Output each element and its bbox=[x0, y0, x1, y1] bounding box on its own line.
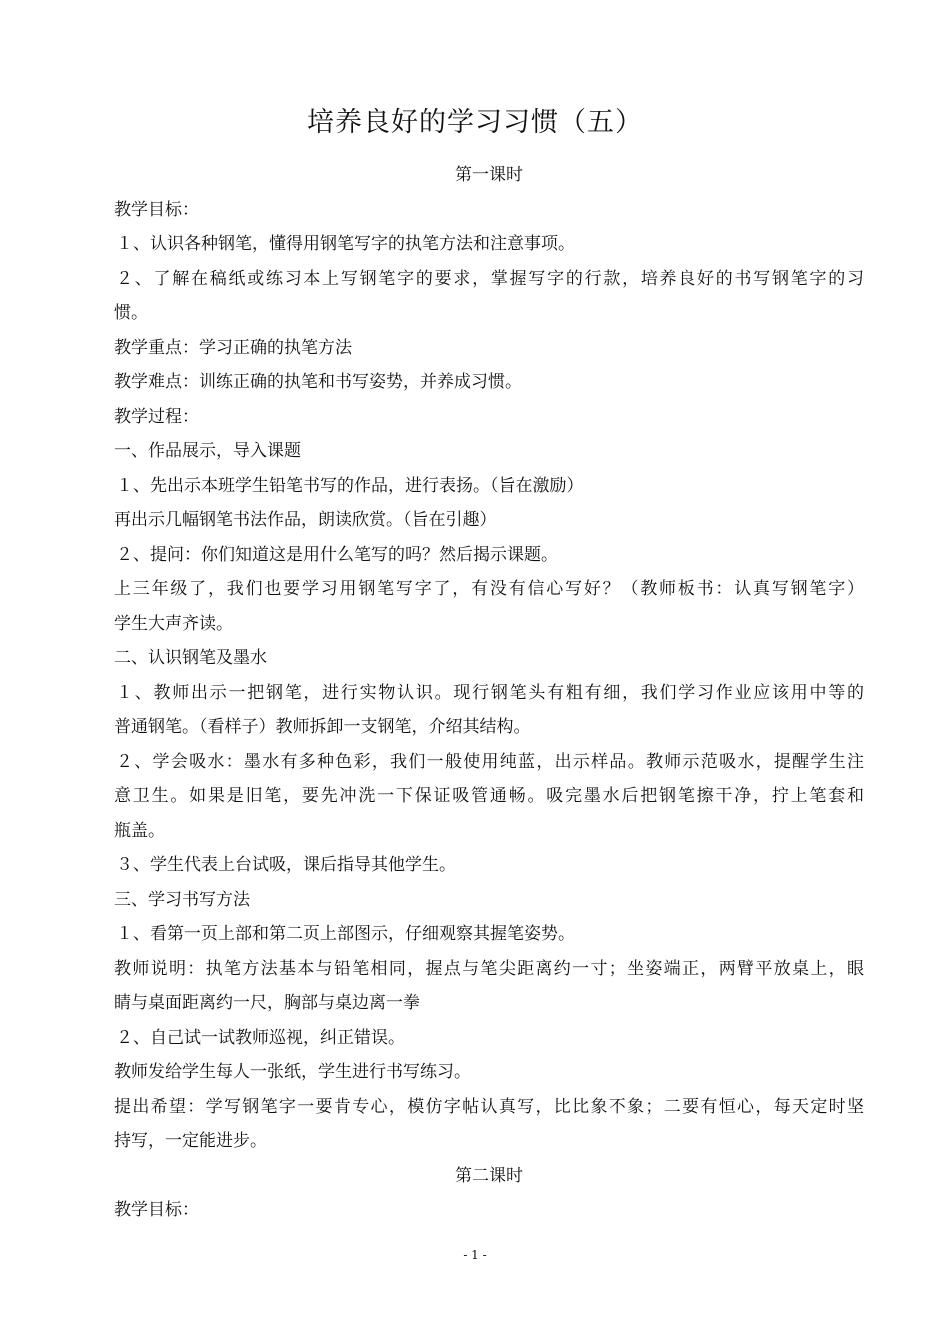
paragraph-line: ２、提问：你们知道这是用什么笔写的吗？然后揭示课题。 bbox=[116, 544, 558, 565]
paragraph-line: 睛与桌面距离约一尺，胸部与桌边离一拳 bbox=[114, 993, 420, 1013]
paragraph-line: ３、学生代表上台试吸，课后指导其他学生。 bbox=[116, 855, 456, 875]
paragraph-line: 学生大声齐读。 bbox=[114, 613, 233, 634]
paragraph-line: ２、学会吸水：墨水有多种色彩，我们一般使用纯蓝，出示样品。教师示范吸水，提醒学生注 bbox=[116, 751, 864, 772]
document-title: 培养良好的学习习惯（五） bbox=[307, 107, 643, 138]
paragraph-line: 教学重点：学习正确的执笔方法 bbox=[114, 337, 352, 358]
paragraph-line: 意卫生。如果是旧笔，要先冲洗一下保证吸管通畅。吸完墨水后把钢笔擦干净，拧上笔套和 bbox=[114, 786, 864, 806]
paragraph-line: 三、学习书写方法 bbox=[114, 889, 250, 910]
paragraph-line: 二、认识钢笔及墨水 bbox=[114, 648, 267, 668]
paragraph-line: 惯。 bbox=[114, 303, 148, 323]
paragraph-line: 教学过程： bbox=[114, 406, 199, 427]
section-heading-lesson-1: 第一课时 bbox=[455, 165, 523, 185]
document-body bbox=[114, 158, 864, 1228]
paragraph-line: 普通钢笔。（看样子）教师拆卸一支钢笔，介绍其结构。 bbox=[114, 717, 531, 737]
paragraph-line: 瓶盖。 bbox=[114, 820, 165, 841]
paragraph-line: 提出希望：学写钢笔字一要肯专心，模仿字帖认真写，比比象不象；二要有恒心，每天定时坚 bbox=[114, 1096, 864, 1117]
paragraph-line: 上三年级了，我们也要学习用钢笔写字了，有没有信心写好？（教师板书：认真写钢笔字） bbox=[114, 579, 864, 599]
paragraph-line: 教学难点：训练正确的执笔和书写姿势，并养成习惯。 bbox=[114, 372, 522, 392]
section-heading-lesson-2: 第二课时 bbox=[455, 1165, 523, 1186]
paragraph-line: １、看第一页上部和第二页上部图示，仔细观察其握笔姿势。 bbox=[116, 924, 575, 944]
paragraph-line: 教师发给学生每人一张纸，学生进行书写练习。 bbox=[114, 1062, 471, 1082]
paragraph-line: 持写，一定能进步。 bbox=[114, 1131, 267, 1151]
paragraph-line: 教学目标： bbox=[114, 199, 199, 220]
paragraph-line: １、先出示本班学生铅笔书写的作品，进行表扬。（旨在激励） bbox=[116, 475, 584, 496]
paragraph-line: １、教师出示一把钢笔，进行实物认识。现行钢笔头有粗有细，我们学习作业应该用中等的 bbox=[116, 682, 864, 703]
paragraph-line: １、认识各种钢笔，懂得用钢笔写字的执笔方法和注意事项。 bbox=[116, 234, 575, 254]
paragraph-line: ２、自己试一试教师巡视，纠正错误。 bbox=[116, 1027, 405, 1048]
paragraph-line: ２、了解在稿纸或练习本上写钢笔字的要求，掌握写字的行款，培养良好的书写钢笔字的习 bbox=[116, 268, 864, 289]
paragraph-line: 教师说明：执笔方法基本与铅笔相同，握点与笔尖距离约一寸；坐姿端正，两臂平放桌上，眼 bbox=[114, 958, 864, 979]
paragraph-line: 教学目标： bbox=[114, 1200, 199, 1220]
paragraph-line: 一、作品展示，导入课题 bbox=[114, 441, 301, 461]
paragraph-line: 再出示几幅钢笔书法作品，朗读欣赏。（旨在引趣） bbox=[114, 510, 497, 530]
page-number: - 1 - bbox=[463, 1248, 487, 1262]
